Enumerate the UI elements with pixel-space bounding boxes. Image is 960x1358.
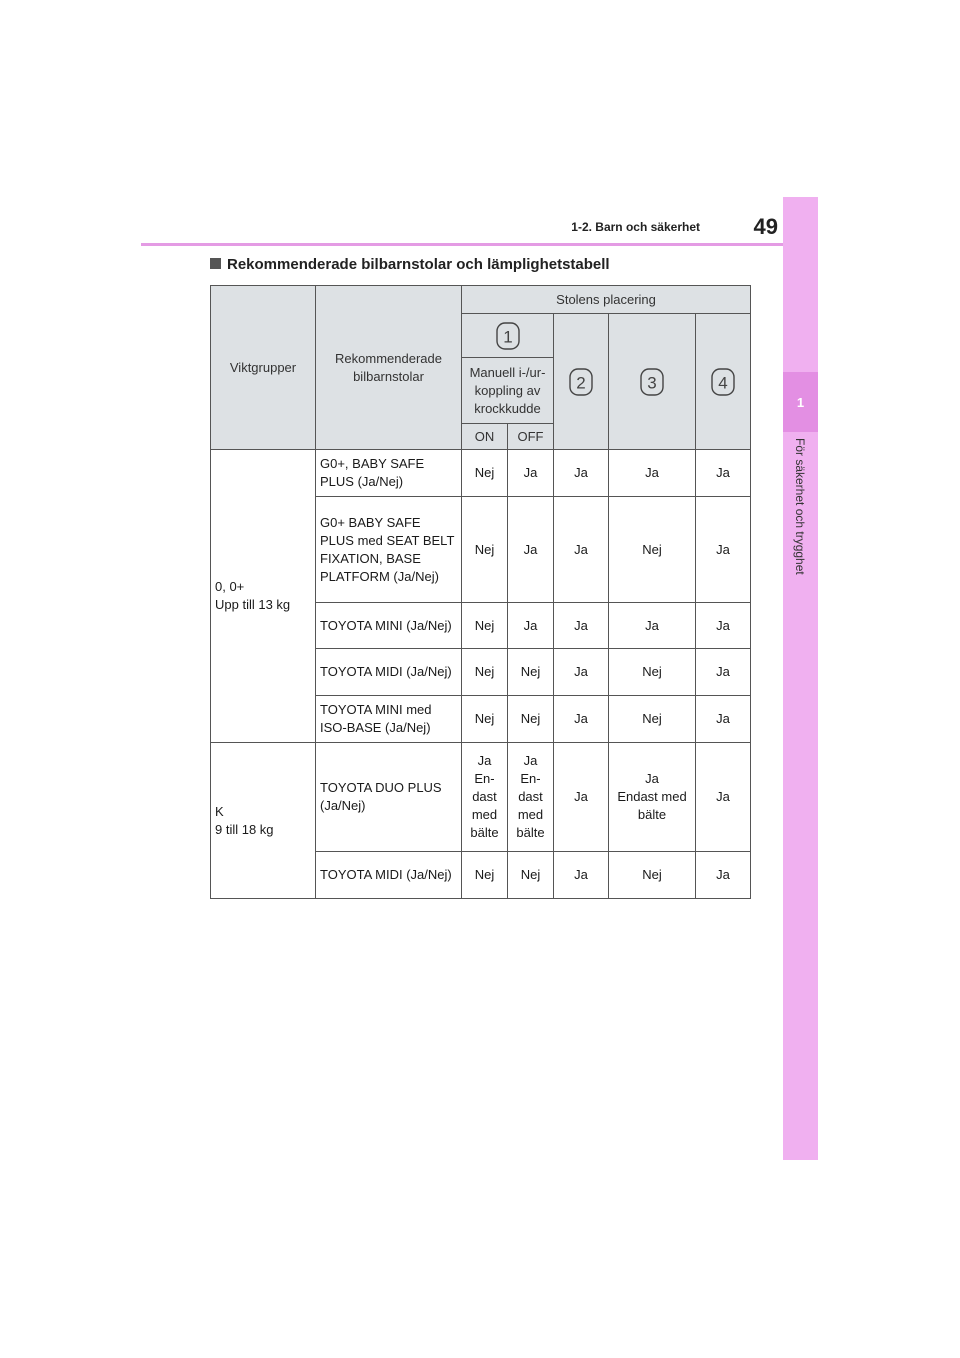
bullet-square-icon	[210, 258, 221, 269]
off-value: Ja	[523, 753, 538, 768]
header-airbag-switch: Manuell i-/ur-koppling av krockkudde	[462, 358, 554, 424]
off-cell: Nej	[508, 696, 554, 743]
position-2-cell: Ja	[554, 696, 609, 743]
off-cell: Nej	[508, 649, 554, 696]
position-2-cell: Ja	[554, 649, 609, 696]
header-off: OFF	[508, 424, 554, 450]
header-position-1	[462, 314, 554, 358]
off-cell: Ja	[508, 603, 554, 649]
table-row	[211, 743, 751, 852]
on-cell: Nej	[462, 603, 508, 649]
svg-text:1: 1	[502, 327, 513, 346]
header-weight-groups: Viktgrupper	[211, 286, 316, 450]
seat-name-cell: G0+, BABY SAFE PLUS (Ja/Nej)	[316, 450, 462, 497]
on-cell	[462, 743, 508, 852]
section-title: 1-2. Barn och säkerhet	[571, 220, 700, 234]
position-2-cell: Ja	[554, 450, 609, 497]
position-3-cell: Ja	[609, 450, 696, 497]
position-4-icon	[710, 367, 736, 397]
header-seat-position: Stolens placering	[462, 286, 751, 314]
position-4-cell: Ja	[696, 649, 751, 696]
position-4-cell: Ja	[696, 497, 751, 603]
weight-group-cell: K 9 till 18 kg	[211, 743, 316, 899]
header-recommended-seats: Rekommenderade bilbarnstolar	[316, 286, 462, 450]
position-1-icon	[495, 321, 521, 351]
svg-text:2: 2	[576, 373, 586, 392]
position-2-icon	[568, 367, 594, 397]
svg-text:3: 3	[647, 373, 657, 392]
off-cell: Nej	[508, 852, 554, 899]
off-cell: Ja	[508, 497, 554, 603]
position-2-cell: Ja	[554, 497, 609, 603]
seat-name-cell: G0+ BABY SAFE PLUS med SEAT BELT FIXATION, BASE PLATFORM (Ja/Nej)	[316, 497, 462, 603]
child-seat-table	[210, 285, 751, 899]
position-4-cell: Ja	[696, 696, 751, 743]
on-value: Ja	[477, 753, 492, 768]
header-position-2	[554, 314, 609, 450]
position-2-cell: Ja	[554, 852, 609, 899]
seat-name-cell: TOYOTA MIDI (Ja/Nej)	[316, 852, 462, 899]
position-4-cell: Ja	[696, 743, 751, 852]
page-number: 49	[753, 214, 778, 239]
position-3-cell	[609, 743, 696, 852]
chapter-title: För säkerhet och trygghet	[793, 438, 807, 575]
position-3-cell: Nej	[609, 696, 696, 743]
on-cell: Nej	[462, 497, 508, 603]
position-3-icon	[639, 367, 665, 397]
section-heading	[210, 256, 770, 273]
header-divider	[141, 243, 783, 246]
off-cell	[508, 743, 554, 852]
seat-name-cell: TOYOTA MIDI (Ja/Nej)	[316, 649, 462, 696]
position-3-cell: Nej	[609, 649, 696, 696]
position-3-cell: Nej	[609, 852, 696, 899]
on-cell: Nej	[462, 450, 508, 497]
position-2-cell: Ja	[554, 743, 609, 852]
position-2-cell: Ja	[554, 603, 609, 649]
header-position-4	[696, 314, 751, 450]
seat-name-cell: TOYOTA MINI (Ja/Nej)	[316, 603, 462, 649]
on-cell: Nej	[462, 852, 508, 899]
table-row	[211, 450, 751, 497]
position-4-cell: Ja	[696, 852, 751, 899]
position-3-value: Ja	[645, 771, 659, 786]
header-position-3	[609, 314, 696, 450]
seat-name-cell: TOYOTA DUO PLUS (Ja/Nej)	[316, 743, 462, 852]
position-4-cell: Ja	[696, 450, 751, 497]
section-heading-text: Rekommenderade bilbarnstolar och lämplighetstabell	[227, 256, 610, 273]
position-3-cell: Ja	[609, 603, 696, 649]
seat-name-cell: TOYOTA MINI med ISO-BASE (Ja/Nej)	[316, 696, 462, 743]
position-3-cell: Nej	[609, 497, 696, 603]
on-cell: Nej	[462, 696, 508, 743]
on-cell: Nej	[462, 649, 508, 696]
off-cell: Ja	[508, 450, 554, 497]
off-note: En- dast med bälte	[516, 771, 545, 840]
weight-group-cell: 0, 0+ Upp till 13 kg	[211, 450, 316, 743]
chapter-number-tab[interactable]: 1	[783, 372, 818, 432]
header-on: ON	[462, 424, 508, 450]
svg-text:4: 4	[718, 373, 728, 392]
position-3-note: Endast med bälte	[617, 789, 687, 822]
position-4-cell: Ja	[696, 603, 751, 649]
on-note: En- dast med bälte	[470, 771, 499, 840]
